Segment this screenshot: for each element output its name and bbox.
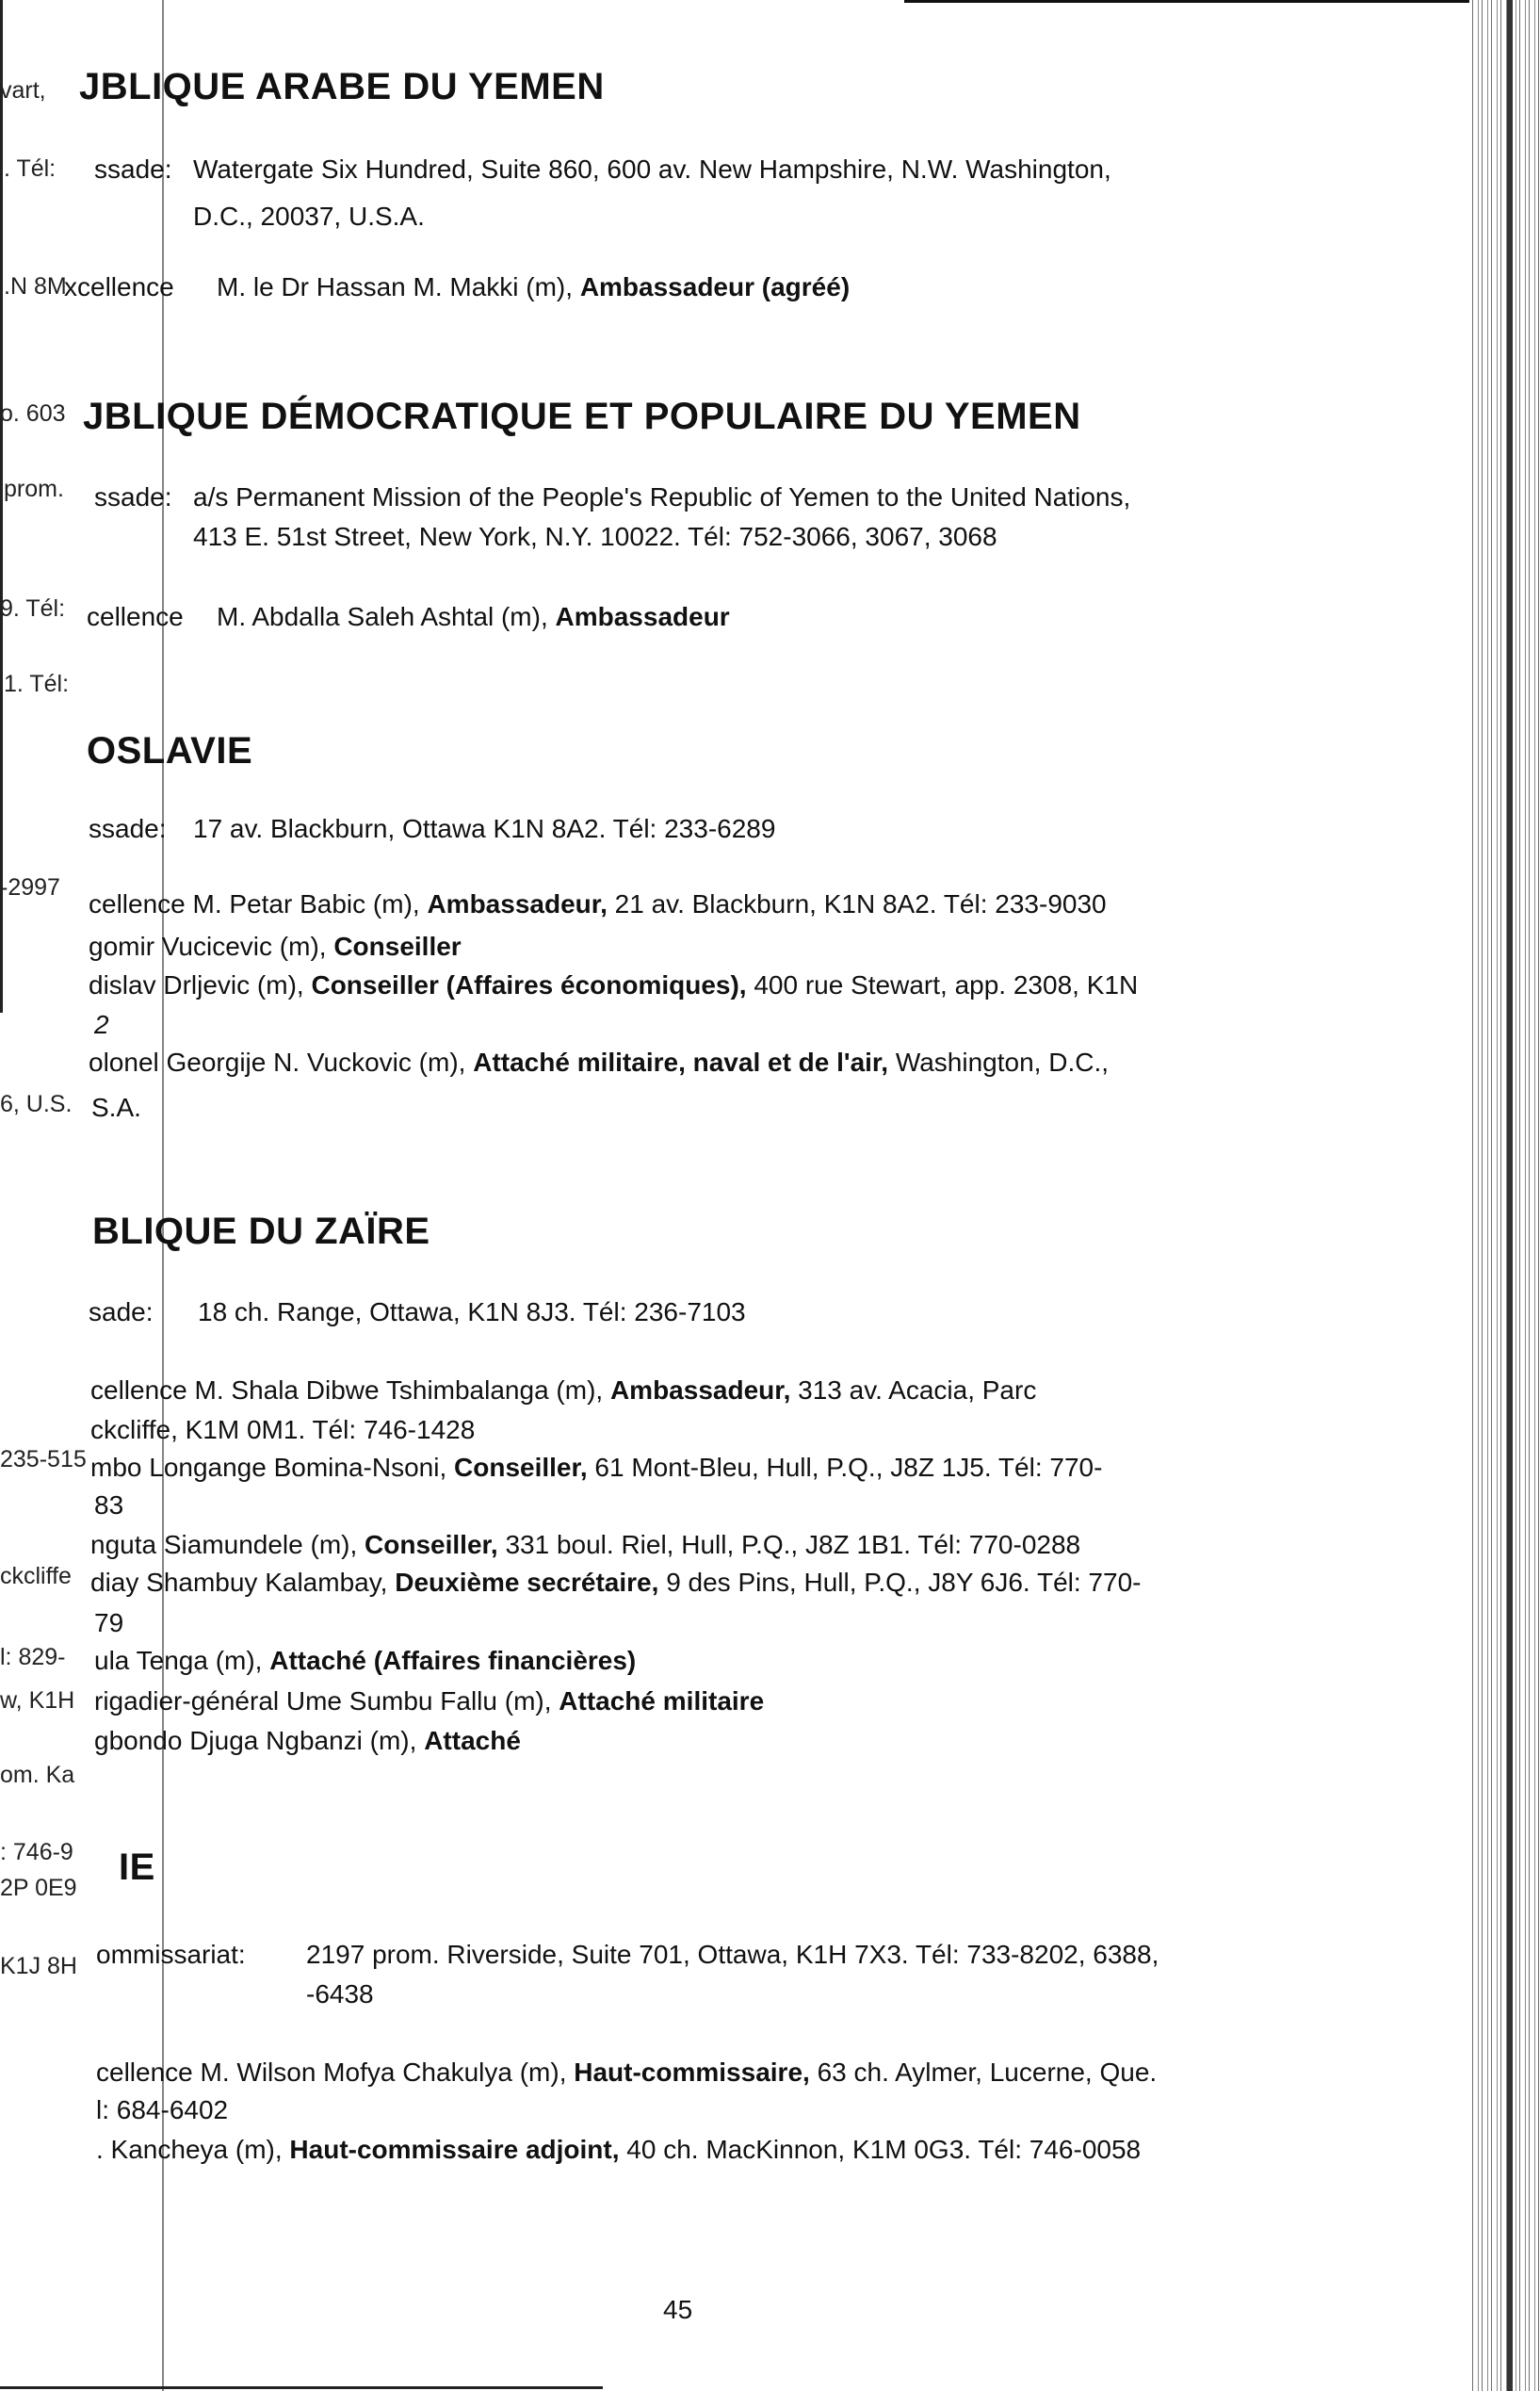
entry-line: [90, 1374, 1036, 1407]
entry-role: Ambassadeur,: [609, 1375, 791, 1405]
entry-text: M. le Dr Hassan M. Makki (m),: [217, 272, 574, 301]
entry-line: 2: [94, 1010, 109, 1039]
entry-line: [90, 1528, 1080, 1562]
entry-text: gomir Vucicevic (m),: [89, 932, 327, 961]
left-fragment: 1. Tél:: [4, 671, 70, 697]
entry-role: Attaché militaire: [559, 1686, 765, 1716]
entry-line: [90, 1566, 1141, 1600]
entry-role: Attaché (Affaires financières): [269, 1646, 637, 1675]
gutter-line-left: [0, 0, 3, 1013]
left-fragment: 235-515: [0, 1446, 87, 1472]
entry-address: 9 des Pins, Hull, P.Q., J8Y 6J6. Tél: 770-: [666, 1568, 1142, 1597]
column-fold-line: [162, 0, 164, 2391]
section-title: JBLIQUE DÉMOCRATIQUE ET POPULAIRE DU YEMEN: [83, 396, 1081, 437]
left-fragment: .N 8M: [4, 273, 67, 300]
entry-role: Conseiller,: [365, 1530, 498, 1559]
left-fragment: . Tél:: [4, 155, 57, 182]
entry-text: -6438: [306, 1979, 374, 2009]
scan-edge-artifact: [1469, 0, 1540, 2391]
entry-text: D.C., 20037, U.S.A.: [193, 202, 425, 231]
entry-label: ommissariat:: [96, 1940, 246, 1969]
entry-text: ula Tenga (m),: [94, 1646, 263, 1675]
entry-address: 40 ch. MacKinnon, K1M 0G3. Tél: 746-0058: [626, 2135, 1142, 2164]
scan-edge-line: [1507, 0, 1513, 2391]
entry-line: S.A.: [91, 1093, 141, 1122]
entry-line: [90, 1451, 1102, 1485]
entry-text: cellence M. Petar Babic (m),: [89, 889, 420, 919]
entry-role: Haut-commissaire,: [574, 2058, 810, 2087]
left-fragment: K1J 8H: [0, 1953, 77, 1979]
entry-text: M. Abdalla Saleh Ashtal (m),: [217, 602, 548, 631]
entry-line: [94, 1644, 636, 1678]
entry-label: ssade:: [94, 482, 172, 512]
entry-text: gbondo Djuga Ngbanzi (m),: [94, 1726, 417, 1755]
left-fragment: : 746-9: [0, 1839, 73, 1865]
left-fragment: o. 603: [0, 400, 66, 427]
entry-line: [89, 968, 1138, 1002]
entry-line: 83: [94, 1490, 124, 1520]
entry-line: ckcliffe, K1M 0M1. Tél: 746-1428: [90, 1415, 476, 1444]
left-fragment: 2P 0E9: [0, 1875, 77, 1901]
entry-role: Ambassadeur: [555, 602, 730, 631]
entry-role: Ambassadeur (agréé): [579, 272, 851, 301]
entry-text: 413 E. 51st Street, New York, N.Y. 10022. Tél: 752-3066, 3067, 3068: [193, 522, 997, 551]
entry-label: ssade:: [89, 814, 167, 843]
entry-text: 17 av. Blackburn, Ottawa K1N 8A2. Tél: 233-6289: [193, 814, 776, 843]
entry-text: mbo Longange Bomina-Nsoni,: [90, 1453, 447, 1482]
entry-text: Watergate Six Hundred, Suite 860, 600 av. New Hampshire, N.W. Washington,: [193, 155, 1111, 184]
left-fragment: ckcliffe: [0, 1563, 72, 1589]
entry-text: nguta Siamundele (m),: [90, 1530, 358, 1559]
entry-line: [94, 1724, 521, 1758]
entry-role: Attaché militaire, naval et de l'air,: [473, 1048, 889, 1077]
entry-role: Conseiller,: [454, 1453, 588, 1482]
left-fragment: prom.: [4, 476, 64, 502]
entry-address: 63 ch. Aylmer, Lucerne, Que.: [817, 2058, 1158, 2087]
entry-line: [89, 930, 462, 964]
page-number: 45: [663, 2295, 693, 2324]
entry-address: 400 rue Stewart, app. 2308, K1N: [754, 970, 1139, 1000]
entry-text: 18 ch. Range, Ottawa, K1N 8J3. Tél: 236-7103: [198, 1297, 746, 1326]
entry-label: xcellence: [64, 272, 174, 301]
entry-line: [89, 887, 1107, 921]
entry-label: cellence: [87, 602, 184, 631]
entry-address: 313 av. Acacia, Parc: [798, 1375, 1037, 1405]
entry-role: Conseiller: [333, 932, 462, 961]
entry-line: 79: [94, 1608, 124, 1637]
entry-role: Ambassadeur,: [427, 889, 608, 919]
left-fragment: -2997: [0, 874, 60, 901]
left-fragment: om. Ka: [0, 1762, 75, 1788]
entry-text: dislav Drljevic (m),: [89, 970, 304, 1000]
left-fragment: l: 829-: [0, 1644, 66, 1670]
left-fragment: w, K1H: [0, 1687, 75, 1714]
left-fragment: 6, U.S.: [0, 1091, 73, 1117]
entry-text: . Kancheya (m),: [96, 2135, 283, 2164]
entry-role: Haut-commissaire adjoint,: [289, 2135, 620, 2164]
entry-role: Deuxième secrétaire,: [395, 1568, 659, 1597]
entry-address: 21 av. Blackburn, K1N 8A2. Tél: 233-9030: [614, 889, 1107, 919]
entry-text: cellence M. Shala Dibwe Tshimbalanga (m),: [90, 1375, 604, 1405]
entry-role: Conseiller (Affaires économiques),: [311, 970, 747, 1000]
entry-line: [96, 2056, 1157, 2090]
entry-address: 61 Mont-Bleu, Hull, P.Q., J8Z 1J5. Tél: 770-: [594, 1453, 1103, 1482]
entry-text: diay Shambuy Kalambay,: [90, 1568, 388, 1597]
entry-text: rigadier-général Ume Sumbu Fallu (m),: [94, 1686, 552, 1716]
top-border-line: [904, 0, 1469, 3]
entry-text: 2197 prom. Riverside, Suite 701, Ottawa, K1H 7X3. Tél: 733-8202, 6388,: [306, 1940, 1159, 1969]
entry-line: l: 684-6402: [96, 2095, 229, 2124]
entry-role: Attaché: [424, 1726, 521, 1755]
entry-text: cellence M. Wilson Mofya Chakulya (m),: [96, 2058, 567, 2087]
entry-address: Washington, D.C.,: [895, 1048, 1110, 1077]
section-title: OSLAVIE: [87, 730, 253, 772]
entry-label: ssade:: [94, 155, 172, 184]
bottom-rule: [0, 2386, 603, 2389]
entry-line: [217, 600, 730, 634]
entry-address: 331 boul. Riel, Hull, P.Q., J8Z 1B1. Tél: 770-0288: [505, 1530, 1081, 1559]
entry-line: [217, 270, 850, 304]
left-fragment: 9. Tél:: [0, 595, 66, 622]
entry-line: [96, 2133, 1141, 2167]
left-fragment: vart,: [0, 77, 46, 104]
section-title: BLIQUE DU ZAÏRE: [92, 1211, 430, 1252]
entry-text: a/s Permanent Mission of the People's Republic of Yemen to the United Nations,: [193, 482, 1131, 512]
entry-line: [89, 1046, 1109, 1080]
section-title: JBLIQUE ARABE DU YEMEN: [79, 66, 605, 107]
entry-text: olonel Georgije N. Vuckovic (m),: [89, 1048, 466, 1077]
entry-line: [94, 1684, 764, 1718]
section-title: IE: [119, 1846, 155, 1888]
entry-label: sade:: [89, 1297, 154, 1326]
